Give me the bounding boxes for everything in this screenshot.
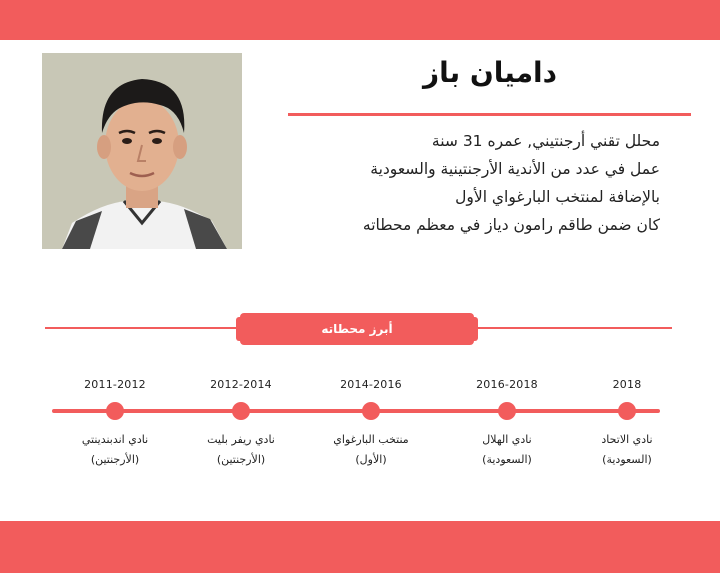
stop-club: نادي الهلال [482,433,532,446]
bottom-banner [0,521,720,573]
stop-country: (الأول) [355,453,387,466]
profile-photo [42,53,242,249]
person-name: داميان باز [422,56,558,89]
portrait-image [42,53,242,249]
timeline-dot [106,402,124,420]
stop-country: (الأرجنتين) [216,453,266,466]
timeline-dot [232,402,250,420]
bio-line: عمل في عدد من الأندية الأرجنتينية والسعودية [370,160,660,178]
timeline-dot [618,402,636,420]
stop-club: نادي الاتحاد [601,433,653,446]
bio-line: محلل تقني أرجنتيني, عمره 31 سنة [431,132,660,150]
stop-country: (السعودية) [602,453,652,466]
stop-year: 2016-2018 [476,378,538,391]
top-banner [0,0,720,40]
bio-text [300,127,660,239]
stop-club: نادي ريفر بليت [207,433,275,446]
stop-year: 2018 [612,378,642,391]
name-underline [288,113,691,116]
stop-year: 2011-2012 [84,378,146,391]
bio-line: كان ضمن طاقم رامون دياز في معظم محطاته [362,216,660,234]
timeline-line [52,409,660,413]
section-title: أبرز محطاته [240,313,474,345]
bio-line: بالإضافة لمنتخب البارغواي الأول [455,188,660,206]
stop-country: (السعودية) [482,453,532,466]
stop-country: (الأرجنتين) [90,453,140,466]
timeline-dot [362,402,380,420]
timeline-dot [498,402,516,420]
stop-year: 2012-2014 [210,378,272,391]
stop-year: 2014-2016 [340,378,402,391]
stop-club: منتخب البارغواي [333,433,409,446]
stop-club: نادي اندبندينتي [81,433,149,446]
